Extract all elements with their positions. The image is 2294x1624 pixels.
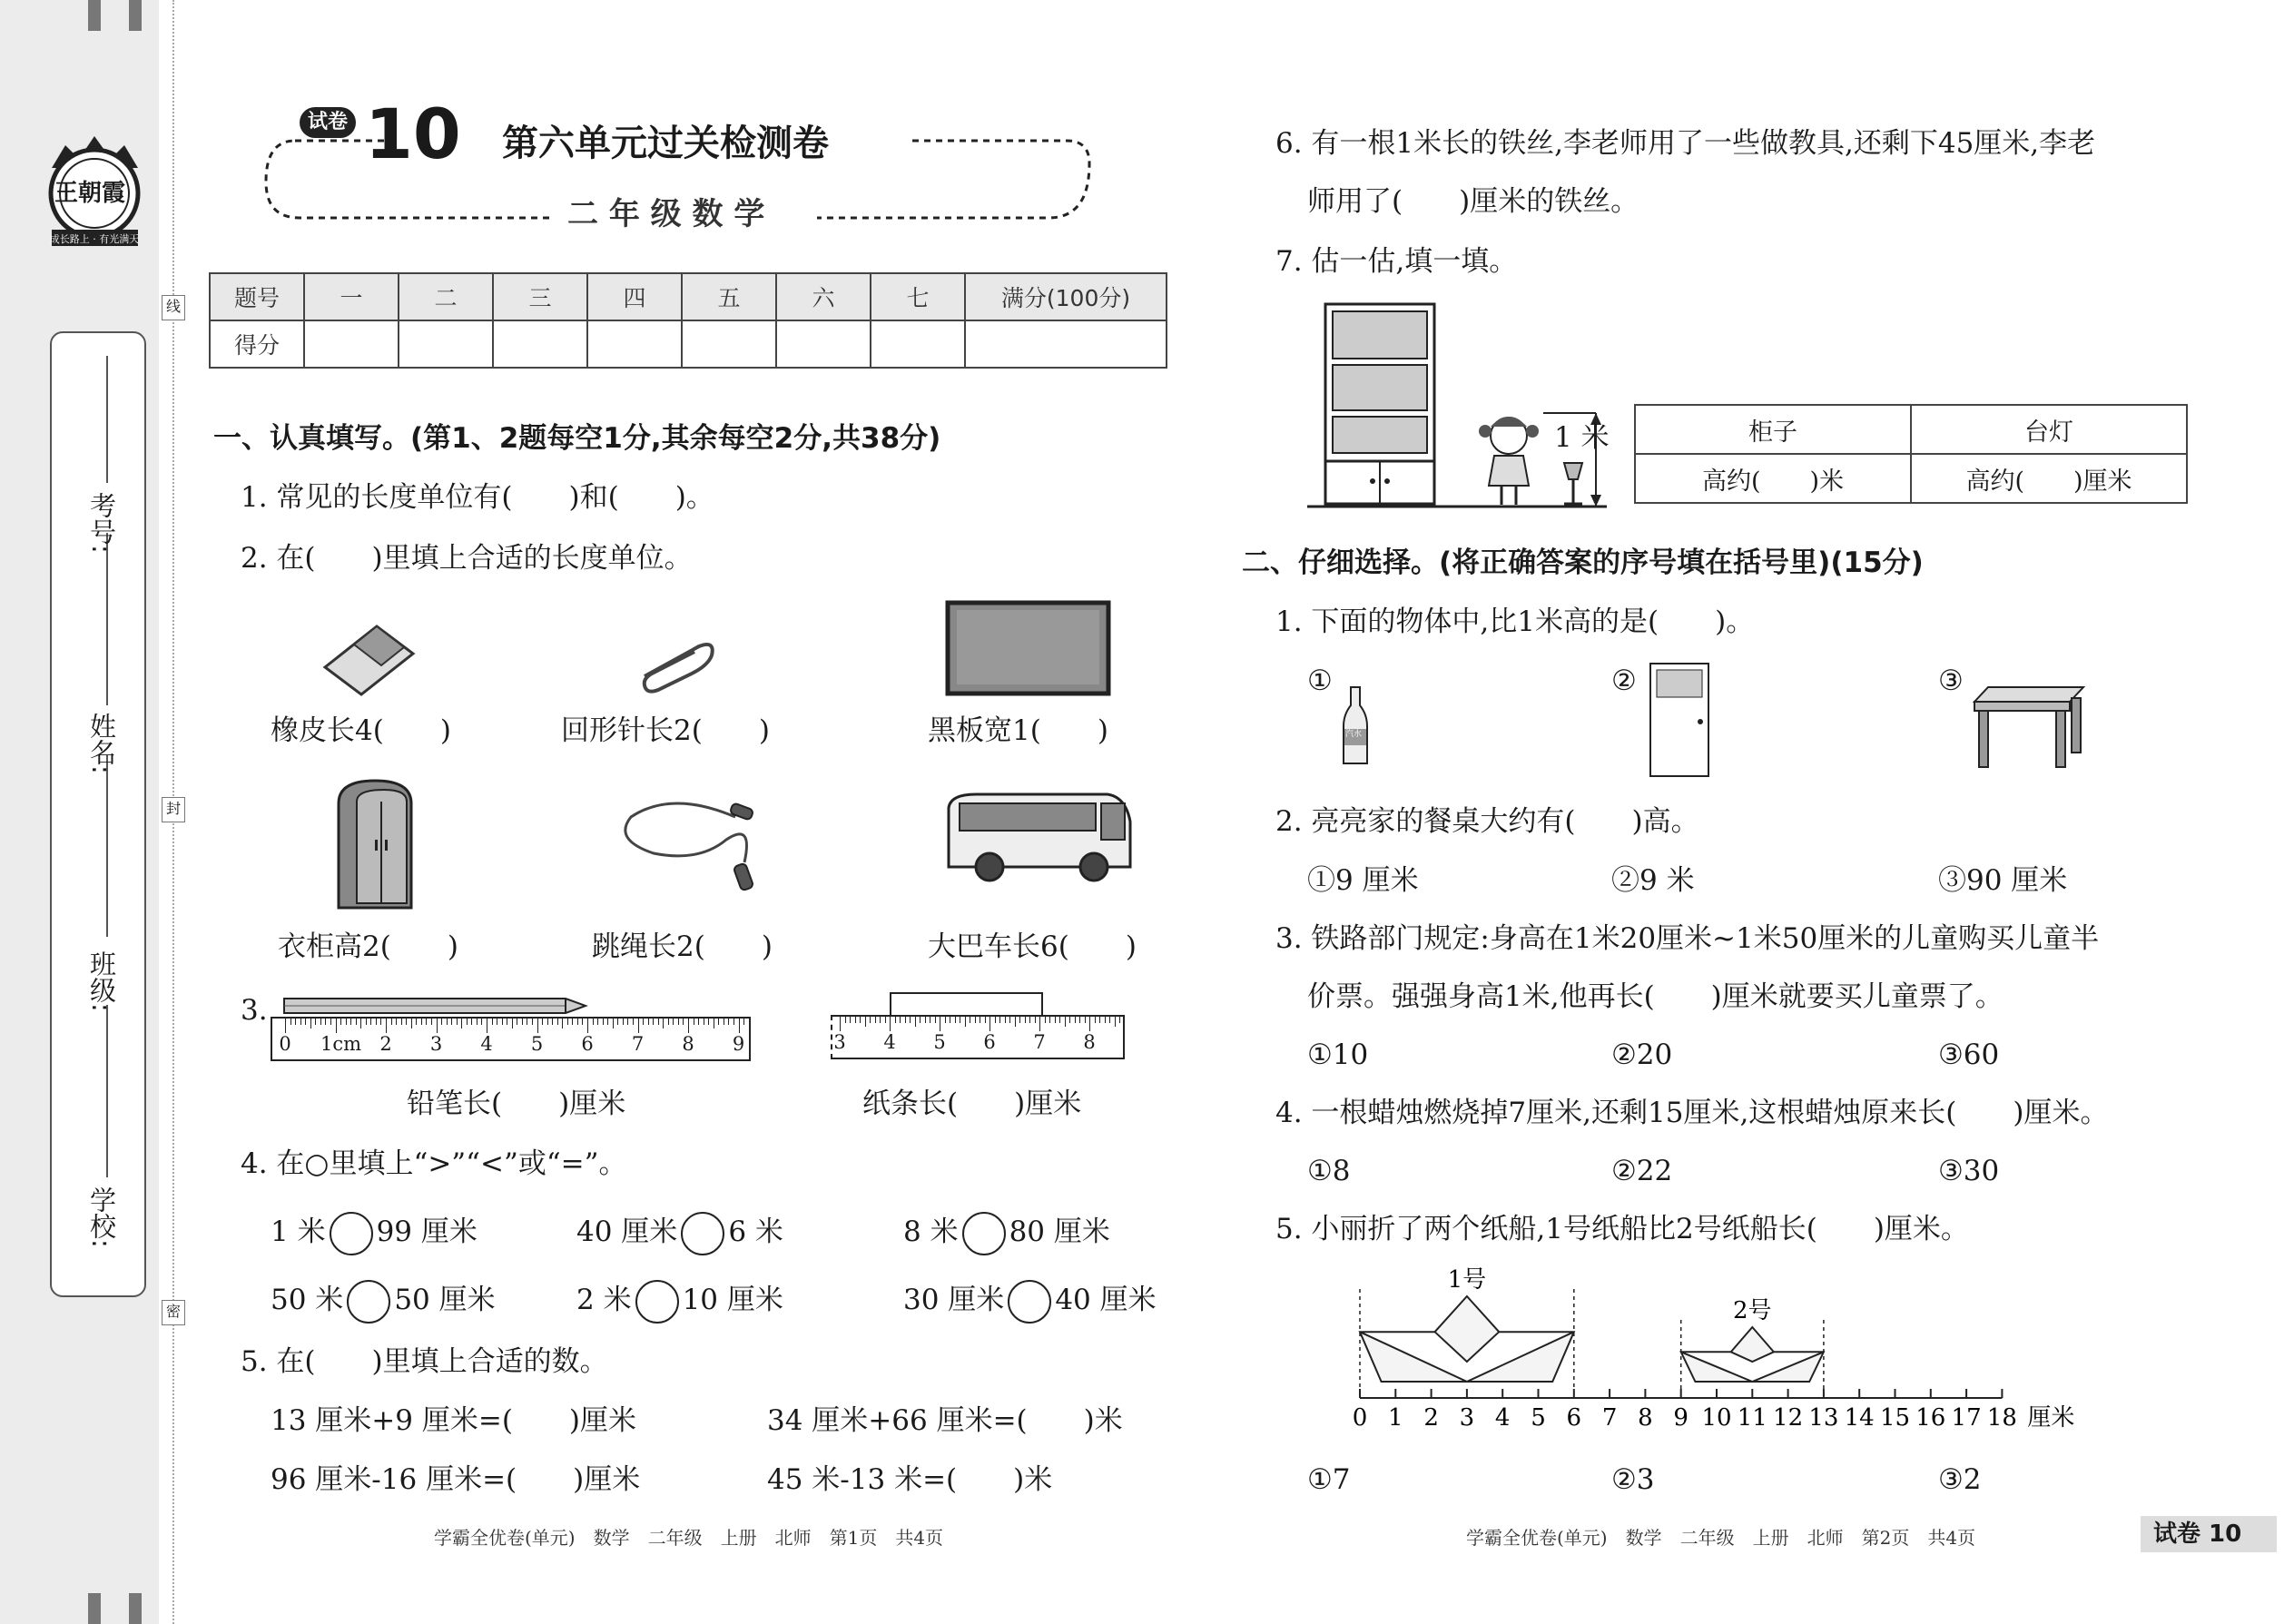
- ruler-tick: [1025, 1017, 1026, 1023]
- ruler-tick: [320, 1019, 321, 1025]
- ruler-tick: [658, 1019, 659, 1025]
- cabinet-scene: [1307, 300, 1620, 513]
- ruler-tick-label: 3: [429, 1033, 443, 1055]
- ruler-tick: [481, 1019, 482, 1025]
- ruler-tick: [840, 1017, 841, 1031]
- ruler-tick: [1019, 1017, 1020, 1023]
- ruler-tick: [718, 1019, 719, 1025]
- ruler-tick: [1095, 1017, 1096, 1023]
- ruler-tick: [845, 1017, 846, 1023]
- ruler-tick-label: 6: [983, 1031, 996, 1053]
- footer-right: 学霸全优卷(单元) 数学 二年级 上册 北师 第2页 共4页: [1466, 1527, 1976, 1549]
- ruler-tick: [386, 1019, 387, 1033]
- ruler-tick-label: 9: [732, 1033, 745, 1055]
- score-head-cell: 满分(100分): [965, 273, 1167, 320]
- page-title: 第六单元过关检测卷: [502, 123, 829, 164]
- ruler-tick-label: 2: [379, 1033, 392, 1055]
- ruler-tick: [920, 1017, 921, 1023]
- ruler-tick-label: 3: [833, 1031, 846, 1053]
- ruler-tick: [597, 1019, 598, 1025]
- ruler-tick: [673, 1019, 674, 1025]
- ruler-tick: [935, 1017, 936, 1023]
- compare-item: 1 米 99 厘米: [271, 1209, 478, 1255]
- bottle-icon: [1342, 685, 1369, 767]
- question-2-4: 4. 一根蜡烛燃烧掉7厘米,还剩15厘米,这根蜡烛原来长( )厘米。: [1275, 1097, 2109, 1129]
- pencil-icon: [266, 997, 602, 1015]
- name-field[interactable]: [106, 533, 108, 705]
- exam-number: 10: [365, 94, 461, 174]
- ruler-tick: [623, 1019, 624, 1025]
- ruler-tick: [330, 1019, 331, 1025]
- ruler-tick: [975, 1017, 976, 1023]
- scale-tick-label: 6: [1566, 1404, 1582, 1432]
- ruler-tick: [1115, 1017, 1116, 1027]
- compare-item: 2 米 10 厘米: [576, 1277, 783, 1324]
- ruler-tick: [572, 1019, 573, 1025]
- q5-equation: 96 厘米-16 厘米=( )厘米: [271, 1463, 641, 1496]
- option-1[interactable]: ①10: [1307, 1038, 1369, 1071]
- ruler-tick: [627, 1019, 628, 1025]
- question-1-5: 5. 在( )里填上合适的数。: [241, 1345, 608, 1378]
- option-3[interactable]: ③2: [1938, 1463, 1982, 1496]
- ruler-tick: [678, 1019, 679, 1025]
- option-3[interactable]: ③: [1938, 664, 1964, 697]
- ruler-tick: [985, 1017, 986, 1023]
- ruler-tick: [461, 1019, 462, 1029]
- ruler-tick: [310, 1019, 311, 1029]
- question-2-3-line1: 3. 铁路部门规定:身高在1米20厘米~1米50厘米的儿童购买儿童半: [1275, 922, 2100, 955]
- q3-paper-label: 纸条长( )厘米: [862, 1088, 1082, 1120]
- q2-bus-label: 大巴车长6( ): [928, 930, 1137, 963]
- ruler-tick-label: 4: [480, 1033, 493, 1055]
- score-head-cell: 五: [682, 273, 776, 320]
- ruler-tick: [1089, 1017, 1090, 1031]
- boat-2: [1681, 1297, 1824, 1398]
- ruler-tick: [698, 1019, 699, 1025]
- ruler-tick-label: 5: [530, 1033, 544, 1055]
- ruler-tick: [603, 1019, 604, 1025]
- ruler-tick-label: 7: [1033, 1031, 1046, 1053]
- scale-tick-label: 4: [1494, 1404, 1511, 1432]
- ruler-tick: [300, 1019, 301, 1025]
- option-1[interactable]: ①8: [1307, 1155, 1351, 1187]
- score-row-label: 得分: [210, 320, 304, 368]
- ruler-tick: [477, 1019, 478, 1025]
- ruler-tick: [965, 1017, 966, 1027]
- ruler-tick: [562, 1019, 563, 1029]
- jump-rope-icon: [617, 790, 781, 894]
- ruler-tick: [1099, 1017, 1100, 1023]
- ruler-tick: [1079, 1017, 1080, 1023]
- ruler-tick: [426, 1019, 427, 1025]
- ruler-tick: [567, 1019, 568, 1025]
- boat-1-label: 1号: [1447, 1266, 1487, 1294]
- bus-icon: [940, 790, 1135, 885]
- exam-badge: 试卷: [300, 107, 356, 138]
- option-3[interactable]: ③90 厘米: [1938, 864, 2068, 897]
- binding-marker-seal: 封: [162, 797, 185, 822]
- footer-left: 学霸全优卷(单元) 数学 二年级 上册 北师 第1页 共4页: [434, 1527, 944, 1549]
- question-2-1: 1. 下面的物体中,比1米高的是( )。: [1275, 605, 1755, 638]
- ruler-tick: [1005, 1017, 1006, 1023]
- ruler-tick: [305, 1019, 306, 1025]
- ruler-tick: [552, 1019, 553, 1025]
- ruler-tick: [1069, 1017, 1070, 1023]
- name-label: 姓名:: [86, 713, 117, 774]
- ruler-tick: [457, 1019, 458, 1025]
- compare-circle[interactable]: [330, 1212, 373, 1255]
- ruler-tick: [295, 1019, 296, 1025]
- ruler-tick-label: 1cm: [320, 1033, 362, 1055]
- scale-tick-label: 14: [1844, 1404, 1875, 1432]
- ruler-tick: [885, 1017, 886, 1023]
- score-head-cell: 三: [493, 273, 587, 320]
- svg-text:成长路上 · 有光满天: 成长路上 · 有光满天: [49, 233, 140, 245]
- ruler-tick: [315, 1019, 316, 1025]
- ruler-tick: [406, 1019, 407, 1025]
- compare-item: 8 米 80 厘米: [903, 1209, 1110, 1255]
- ruler-tick: [648, 1019, 649, 1025]
- option-3[interactable]: ③30: [1938, 1155, 2000, 1187]
- ruler-tick-label: 4: [883, 1031, 896, 1053]
- ruler-tick-label: 8: [1083, 1031, 1096, 1053]
- bottle-label: 汽水: [1345, 730, 1363, 739]
- option-2[interactable]: ②20: [1611, 1038, 1673, 1071]
- ruler-tick: [325, 1019, 326, 1025]
- ruler-tick: [1029, 1017, 1030, 1023]
- score-input-cell[interactable]: [399, 320, 493, 368]
- ruler-tick: [617, 1019, 618, 1025]
- ruler-tick: [285, 1019, 286, 1033]
- q5-equation: 13 厘米+9 厘米=( )厘米: [271, 1404, 637, 1437]
- estimate-table: [1634, 404, 2188, 504]
- q2-eraser-label: 橡皮长4( ): [271, 714, 451, 747]
- ruler-tick: [441, 1019, 442, 1025]
- ruler-tick: [360, 1019, 361, 1029]
- ruler-tick-label: 5: [933, 1031, 946, 1053]
- section2-heading: 二、仔细选择。(将正确答案的序号填在括号里)(15分): [1242, 546, 1924, 579]
- ruler-tick: [743, 1019, 744, 1025]
- score-input-cell[interactable]: [965, 320, 1167, 368]
- score-head-cell: 六: [776, 273, 871, 320]
- ruler-tick: [411, 1019, 412, 1029]
- ruler-tick: [512, 1019, 513, 1029]
- scale-tick-label: 12: [1773, 1404, 1804, 1432]
- ruler-tick: [532, 1019, 533, 1025]
- ruler-tick: [613, 1019, 614, 1029]
- ruler-tick: [451, 1019, 452, 1025]
- ruler-tick: [492, 1019, 493, 1025]
- ruler-tick: [346, 1019, 347, 1025]
- compare-item: 30 厘米 40 厘米: [903, 1277, 1157, 1324]
- ruler-tick: [1055, 1017, 1056, 1023]
- ruler-tick: [870, 1017, 871, 1023]
- option-2[interactable]: ②22: [1611, 1155, 1673, 1187]
- scale-unit: 厘米: [2027, 1404, 2075, 1432]
- ruler-tick: [1085, 1017, 1086, 1023]
- ruler-tick: [502, 1019, 503, 1025]
- scale-tick-label: 17: [1951, 1404, 1982, 1432]
- blackboard-icon: [944, 599, 1112, 699]
- ruler-tick: [471, 1019, 472, 1025]
- ruler-tick: [380, 1019, 381, 1025]
- ruler-tick: [910, 1017, 911, 1023]
- score-input-cell[interactable]: [871, 320, 965, 368]
- ruler-tick: [557, 1019, 558, 1025]
- school-field[interactable]: [106, 1005, 108, 1177]
- ruler-tick: [855, 1017, 856, 1023]
- ruler-tick: [945, 1017, 946, 1023]
- ruler-tick: [1059, 1017, 1060, 1023]
- student-info-box: [50, 331, 146, 1297]
- option-1[interactable]: ①9 厘米: [1307, 864, 1419, 897]
- question-1-6-line2: 师用了( )厘米的铁丝。: [1307, 185, 1639, 218]
- ruler-tick: [850, 1017, 851, 1023]
- page-subtitle: 二 年 级 数 学: [567, 196, 765, 232]
- q5-equation: 45 米-13 米=( )米: [767, 1463, 1053, 1496]
- q2-blackboard-label: 黑板宽1( ): [928, 714, 1108, 747]
- option-1[interactable]: ①7: [1307, 1463, 1351, 1496]
- ruler-tick: [643, 1019, 644, 1025]
- ruler-tick: [467, 1019, 468, 1025]
- boat-1: [1360, 1266, 1574, 1398]
- door-icon: [1648, 661, 1711, 779]
- ruler-tick: [728, 1019, 729, 1025]
- table-stool-icon: [1970, 685, 2088, 772]
- ruler-tick: [638, 1019, 639, 1033]
- question-2-3-line2: 价票。强强身高1米,他再长( )厘米就要买儿童票了。: [1307, 980, 2004, 1013]
- score-head-cell: 四: [587, 273, 682, 320]
- question-1-1: 1. 常见的长度单位有( )和( )。: [241, 481, 714, 514]
- ruler-tick: [905, 1017, 906, 1023]
- binding-marker-line: 线: [162, 295, 185, 320]
- eraser-icon: [318, 613, 418, 699]
- scale-tick-label: 3: [1459, 1404, 1475, 1432]
- ruler-tick: [537, 1019, 538, 1033]
- ruler-tick: [1035, 1017, 1036, 1023]
- ruler-tick: [1105, 1017, 1106, 1023]
- option-1[interactable]: ①: [1307, 664, 1333, 697]
- ruler-tick: [749, 1019, 750, 1025]
- ruler-tick: [437, 1019, 438, 1033]
- ruler-tick: [880, 1017, 881, 1023]
- ruler-tick: [582, 1019, 583, 1025]
- ruler-tick: [290, 1019, 291, 1025]
- ruler-tick: [1009, 1017, 1010, 1023]
- option-2[interactable]: ②9 米: [1611, 864, 1695, 897]
- ruler-tick: [1045, 1017, 1046, 1023]
- scale-tick-label: 11: [1737, 1404, 1767, 1432]
- ruler-tick: [1065, 1017, 1066, 1027]
- q2-jumprope-label: 跳绳长2( ): [592, 930, 773, 963]
- score-head-cell: 二: [399, 273, 493, 320]
- ruler-tick: [1039, 1017, 1040, 1031]
- ruler-tick: [900, 1017, 901, 1023]
- one-meter-mark: 1 米: [1554, 421, 1610, 454]
- scale-tick-label: 7: [1601, 1404, 1618, 1432]
- scale-tick-label: 18: [1986, 1404, 2017, 1432]
- school-label: 学校:: [86, 1186, 117, 1248]
- compare-circle[interactable]: [681, 1212, 724, 1255]
- scale-tick-label: 5: [1531, 1404, 1546, 1432]
- ruler-tick: [1049, 1017, 1050, 1023]
- ruler-tick: [396, 1019, 397, 1025]
- estimate-head-lamp: 台灯: [1911, 405, 2187, 454]
- q5-equation: 34 厘米+66 厘米=( )米: [767, 1404, 1123, 1437]
- ruler-2: [831, 1015, 1125, 1059]
- q2-paperclip-label: 回形针长2( ): [561, 714, 770, 747]
- ruler-tick: [995, 1017, 996, 1023]
- ruler-tick: [1109, 1017, 1110, 1023]
- ruler-tick: [633, 1019, 634, 1025]
- boat-scale-figure: [1344, 1262, 2075, 1443]
- scale-tick-label: 13: [1808, 1404, 1839, 1432]
- ruler-tick: [915, 1017, 916, 1027]
- ruler-tick: [421, 1019, 422, 1025]
- exam-tab: 试卷 10: [2141, 1516, 2277, 1552]
- boat-2-label: 2号: [1733, 1297, 1772, 1324]
- ruler-tick: [356, 1019, 357, 1025]
- ruler-tick: [542, 1019, 543, 1025]
- compare-item: 40 厘米 6 米: [576, 1209, 783, 1255]
- ruler-tick: [688, 1019, 689, 1033]
- ruler-tick: [1119, 1017, 1120, 1023]
- ruler-tick: [895, 1017, 896, 1023]
- ruler-1: [271, 1017, 751, 1061]
- scale-tick-label: 2: [1423, 1404, 1439, 1432]
- class-field[interactable]: [106, 755, 108, 937]
- ruler-tick: [890, 1017, 891, 1031]
- ruler-tick: [1015, 1017, 1016, 1027]
- paperclip-icon: [635, 635, 722, 694]
- compare-circle[interactable]: [635, 1280, 679, 1324]
- score-input-cell[interactable]: [304, 320, 399, 368]
- class-label: 班级:: [86, 950, 117, 1012]
- ruler-tick: [865, 1017, 866, 1027]
- option-2[interactable]: ②: [1611, 664, 1637, 697]
- question-2-2: 2. 亮亮家的餐桌大约有( )高。: [1275, 805, 1699, 838]
- compare-circle[interactable]: [1008, 1280, 1051, 1324]
- section1-heading: 一、认真填写。(第1、2题每空1分,其余每空2分,共38分): [213, 422, 941, 455]
- ruler-tick: [733, 1019, 734, 1025]
- ruler-tick: [370, 1019, 371, 1025]
- estimate-cell-cabinet[interactable]: 高约( )米: [1635, 454, 1911, 503]
- ruler-tick: [989, 1017, 990, 1031]
- ruler-tick: [366, 1019, 367, 1025]
- ruler-tick: [593, 1019, 594, 1025]
- ruler-tick-label: 8: [682, 1033, 694, 1055]
- ruler-tick-label: 7: [631, 1033, 645, 1055]
- ruler-tick: [708, 1019, 709, 1025]
- ruler-tick: [577, 1019, 578, 1025]
- boat-scene: [1344, 1262, 2075, 1443]
- ruler-tick-label: 6: [581, 1033, 594, 1055]
- ruler-tick: [860, 1017, 861, 1023]
- ruler-tick: [340, 1019, 341, 1025]
- question-1-3-number: 3.: [241, 994, 268, 1027]
- question-1-6-line1: 6. 有一根1米长的铁丝,李老师用了一些做教具,还剩下45厘米,李老: [1275, 127, 2096, 160]
- score-input-cell[interactable]: [776, 320, 871, 368]
- ruler-tick: [668, 1019, 669, 1025]
- ruler-tick: [653, 1019, 654, 1025]
- ruler-tick: [925, 1017, 926, 1023]
- ruler-tick: [416, 1019, 417, 1025]
- question-2-5: 5. 小丽折了两个纸船,1号纸船比2号纸船长( )厘米。: [1275, 1213, 1969, 1245]
- ruler-tick: [955, 1017, 956, 1023]
- score-input-cell[interactable]: [493, 320, 587, 368]
- ruler-tick: [547, 1019, 548, 1025]
- ruler-tick-label: 0: [279, 1033, 291, 1055]
- scale-tick-label: 1: [1388, 1404, 1403, 1432]
- ruler-tick: [739, 1019, 740, 1033]
- score-input-cell[interactable]: [587, 320, 682, 368]
- scale-tick-label: 10: [1701, 1404, 1732, 1432]
- scale-tick-label: 9: [1673, 1404, 1689, 1432]
- scale-tick-label: 8: [1638, 1404, 1653, 1432]
- estimate-head-cabinet: 柜子: [1635, 405, 1911, 454]
- ruler-tick: [587, 1019, 588, 1033]
- question-1-7: 7. 估一估,填一填。: [1275, 245, 1518, 278]
- score-head-cell: 七: [871, 273, 965, 320]
- ruler-tick: [447, 1019, 448, 1025]
- ruler-tick: [350, 1019, 351, 1025]
- score-head-cell: 题号: [210, 273, 304, 320]
- q3-pencil-label: 铅笔长( )厘米: [407, 1088, 626, 1120]
- ruler-tick: [999, 1017, 1000, 1023]
- score-input-cell[interactable]: [682, 320, 776, 368]
- ruler-tick: [431, 1019, 432, 1025]
- ruler-tick: [401, 1019, 402, 1025]
- question-1-2: 2. 在( )里填上合适的长度单位。: [241, 542, 693, 575]
- compare-item: 50 米 50 厘米: [271, 1277, 496, 1324]
- ruler-tick: [522, 1019, 523, 1025]
- question-1-4: 4. 在○里填上“>”“<”或“=”。: [241, 1147, 627, 1180]
- ruler-tick: [875, 1017, 876, 1023]
- wardrobe-icon: [334, 776, 416, 912]
- scale-tick-label: 16: [1915, 1404, 1946, 1432]
- score-table: [209, 272, 1167, 369]
- compare-circle[interactable]: [962, 1212, 1006, 1255]
- ruler-tick: [1075, 1017, 1076, 1023]
- ruler-tick: [663, 1019, 664, 1029]
- compare-circle[interactable]: [347, 1280, 390, 1324]
- ruler-tick: [336, 1019, 337, 1033]
- q2-wardrobe-label: 衣柜高2( ): [278, 930, 458, 963]
- option-2[interactable]: ②3: [1611, 1463, 1655, 1496]
- ruler-tick: [683, 1019, 684, 1025]
- option-3[interactable]: ③60: [1938, 1038, 2000, 1071]
- estimate-cell-lamp[interactable]: 高约( )厘米: [1911, 454, 2187, 503]
- binding-marker-secret: 密: [162, 1300, 185, 1325]
- exam-no-field[interactable]: [106, 356, 108, 483]
- ruler-tick: [607, 1019, 608, 1025]
- scale-tick-label: 15: [1879, 1404, 1911, 1432]
- ruler-tick: [376, 1019, 377, 1025]
- score-head-cell: 一: [304, 273, 399, 320]
- scale-tick-label: 0: [1352, 1404, 1368, 1432]
- exam-no-label: 考号:: [86, 492, 117, 554]
- ruler-tick: [391, 1019, 392, 1025]
- logo-text: 王朝霞: [54, 180, 126, 207]
